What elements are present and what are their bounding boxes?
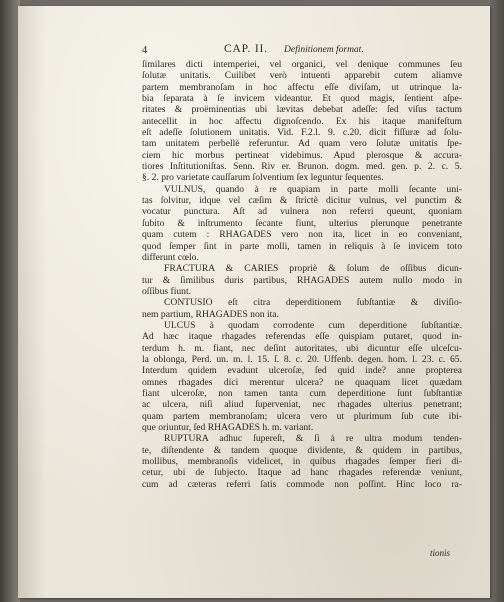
scan-edge-shadow [490,0,504,602]
text-line: ac ulcera, niſi aliud ſuperveniat, nec rhagades ulterius penetrant; [142,399,462,411]
text-line: RUPTURA adhuc ſupereſt, & ſi à re ultra modum tenden- [164,433,462,445]
text-line: §. 2. pro varietate cauſſarum ſolventium ſex leguntur ſequentes. [142,172,384,184]
text-line: cetur, ubi de ſubjecto. Itaque ad hanc rhagades referendæ veniunt, [142,467,462,479]
book-binding-edge [0,0,20,602]
text-line: tam unitatem perbellè referuntur. Ad quam vero ſolutæ unitatis ſpe- [142,138,462,150]
text-line: partem membranoſam in hoc affectu eſſe diviſam, ut utrinque la- [142,81,462,93]
text-line: fiant ulceroſæ, non tamen tanta cum deperditione ſunt ſubſtantiæ [142,387,462,399]
text-line: Interdum quidem evadunt ulceroſæ, ſed quid inde? anne propterea [142,365,462,377]
text-line: tiores Inſtitutioniſtas. Senn. Riv er. Brunon. dogm. med. gen. p. 2. c. 5. [142,161,462,173]
text-line: omnes rhagades dici merentur ulcera? ne quaquam licet quædam [142,376,462,388]
text-line: quod ſemper ſint in parte molli, tamen in reliquis à ſe invicem toto [142,240,462,252]
text-line: ſimilares dicti intemperiei, vel organici, vel denique communes ſeu [142,59,462,70]
book-page [18,6,490,598]
text-line: vocatur punctura. Aſt ad vulnera non referri queunt, quoniam [142,206,462,218]
text-line: ULCUS à quodam corrodente cum deperditione ſubſtantiæ. [164,319,462,331]
text-line: tas ſolvitur, idque vel cæſim & ſtrictè dicitur vulnus, vel punctim & [142,195,462,207]
text-line: la oblonga, Perd. un. m. l. 15. ſ. 8. c. 20. Uffenb. degen. hom. l. 23. c. 65. [142,353,462,365]
running-title: Definitionem format. [284,45,364,55]
text-line: quam cutem : RHAGADES vero non ita, licet in eo conveniant, [142,229,462,241]
text-line: terdum h. m. fiant, nec deſint autoritates, ubi dicuntur eſſe ulceſcu- [142,342,462,354]
text-line: mollibus, membranoſis videlicet, in quibus rhagades ſemper fieri di- [142,456,462,468]
text-line: bia ſeparata à ſe invicem videantur. Et quod magis, ſentient aſpe- [142,93,462,105]
running-chapter: CAP. II. [224,43,268,55]
page-number: 4 [142,45,148,56]
text-line: te, diſtendente & tandem quoque dividente, & quidem in partibus, [142,444,462,456]
text-line: ſubito & inſtrumento ſecante fiunt, ulterius plerunque penetrante [142,217,462,229]
text-line: que oriuntur, ſed RHAGADES h. m. variant. [142,422,314,433]
running-header [142,44,462,58]
text-line: FRACTURA & CARIES propriè & ſolum de oſſibus dicun- [164,263,462,275]
text-line: Ad hæc itaque rhagades referendas eſſe quispiam putaret, quod in- [142,331,462,343]
text-line: differunt cœlo. [142,251,199,263]
text-line: CONTUSIO eſt citra deperditionem ſubſtantiæ & diviſio- [164,297,462,309]
text-line: nem partium, RHAGADES non ita. [142,308,279,320]
text-line: tur & ſimilibus duris partibus, RHAGADES autem nullo modo in [142,274,462,286]
text-line: VULNUS, quando à re quapiam in parte molli ſecante uni- [164,183,462,195]
text-line: eſt adeſſe ſolutionem unitatis. Vid. F.2.l. 9. c.20. dicit fiſſuræ ad ſolu- [142,127,462,139]
text-line: oſſibus fiunt. [142,285,192,297]
page-text-block [142,44,462,490]
text-line: antecellit in hoc affectu dignoſcendo. Ex his itaque manifeſtum [142,115,462,127]
text-line: ritates & proëminentias ubi lævitas debebat adeſſe: ſed viſus tactum [142,104,462,116]
text-line: ſolutæ unitatis. Cuilibet verò intuenti apparebit cutem aliamve [142,70,462,82]
body-lines [142,59,462,490]
text-line: cum ad cæteras referri ſatis commode non poſſint. Hinc loco ra- [142,478,462,490]
catchword: tionis [430,548,451,558]
text-line: ciem hic morbus pertineat videbimus. Apud plerosque & accura- [142,149,462,161]
text-line: quam partem membranoſam; ulcera vero ut plurimum ſub cute ibi- [142,410,462,422]
